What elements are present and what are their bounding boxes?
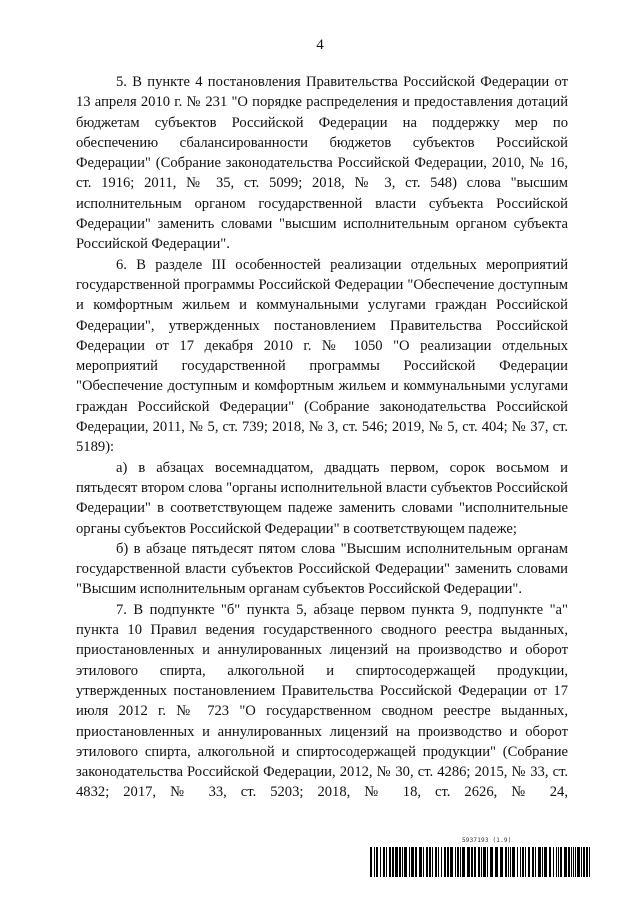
paragraph-subitem-a: а) в абзацах восемнадцатом, двадцать первом, сорок восьмом и пятьдесят втором слова "органы исполнительной власти субъектов Российской Федерации" в соответствующем падеже заменить словами "исполнительные органы субъектов Российской Федерации" в соответствующем падеже; [76, 459, 568, 537]
document-body [76, 72, 568, 803]
barcode-caption: 5937193 (1.9) [462, 837, 512, 844]
paragraph-subitem-b: б) в абзаце пятьдесят пятом слова "Высшим исполнительным органам государственной власти субъектов Российской Федерации" заменить словами "Высшим исполнительным органам субъектов Российской Федерации". [76, 540, 568, 598]
document-footer [370, 837, 590, 883]
paragraph-item-5: 5. В пункте 4 постановления Правительства Российской Федерации от 13 апреля 2010 г. № 231 "О порядке распределения и предоставления дотаций бюджетам субъектов Российской Федерации на поддержку мер по обеспечению сбалансированности бюджетов субъектов Российской Федерации" (Собрание законодательства Российской Федерации, 2010, № 16, ст. 1916; 2011, № 35, ст. 5099; 2018, № 3, ст. 548) слова "высшим исполнительным органом государственной власти субъекта Российской Федерации" заменить словами "высшим исполнительным органом субъекта Российской Федерации". [76, 74, 568, 253]
paragraph-item-6: 6. В разделе III особенностей реализации отдельных мероприятий государственной программы Российской Федерации "Обеспечение доступным и комфортным жильем и коммунальными услугами граждан Российской Федерации", утвержденных постановлением Правительства Российской Федерации от 17 декабря 2010 г. № 1050 "О реализации отдельных мероприятий государственной программы Российской Федерации "Обеспечение доступным и комфортным жильем и коммунальными услугами граждан Российской Федерации" (Собрание законодательства Российской Федерации, 2011, № 5, ст. 739; 2018, № 3, ст. 546; 2019, № 5, ст. 404; № 37, ст. 5189): [76, 256, 568, 456]
page-number: 4 [316, 37, 324, 53]
barcode-icon [370, 847, 590, 877]
paragraph-item-7: 7. В подпункте "б" пункта 5, абзаце первом пункта 9, подпункте "а" пункта 10 Правил ведения государственного сводного реестра выданных, приостановленных и аннулированных лицензий на производство и оборот этилового спирта, алкогольной и спиртосодержащей продукции, утвержденных постановлением Правительства Российской Федерации от 17 июля 2012 г. № 723 "О государственном сводном реестре выданных, приостановленных и аннулированных лицензий на производство и оборот этилового спирта, алкогольной и спиртосодержащей продукции" (Собрание законодательства Российской Федерации, 2012, № 30, ст. 4286; 2015, № 33, ст. 4832; 2017, № 33, ст. 5203; 2018, № 18, ст. 2626, № 24, [76, 601, 568, 801]
